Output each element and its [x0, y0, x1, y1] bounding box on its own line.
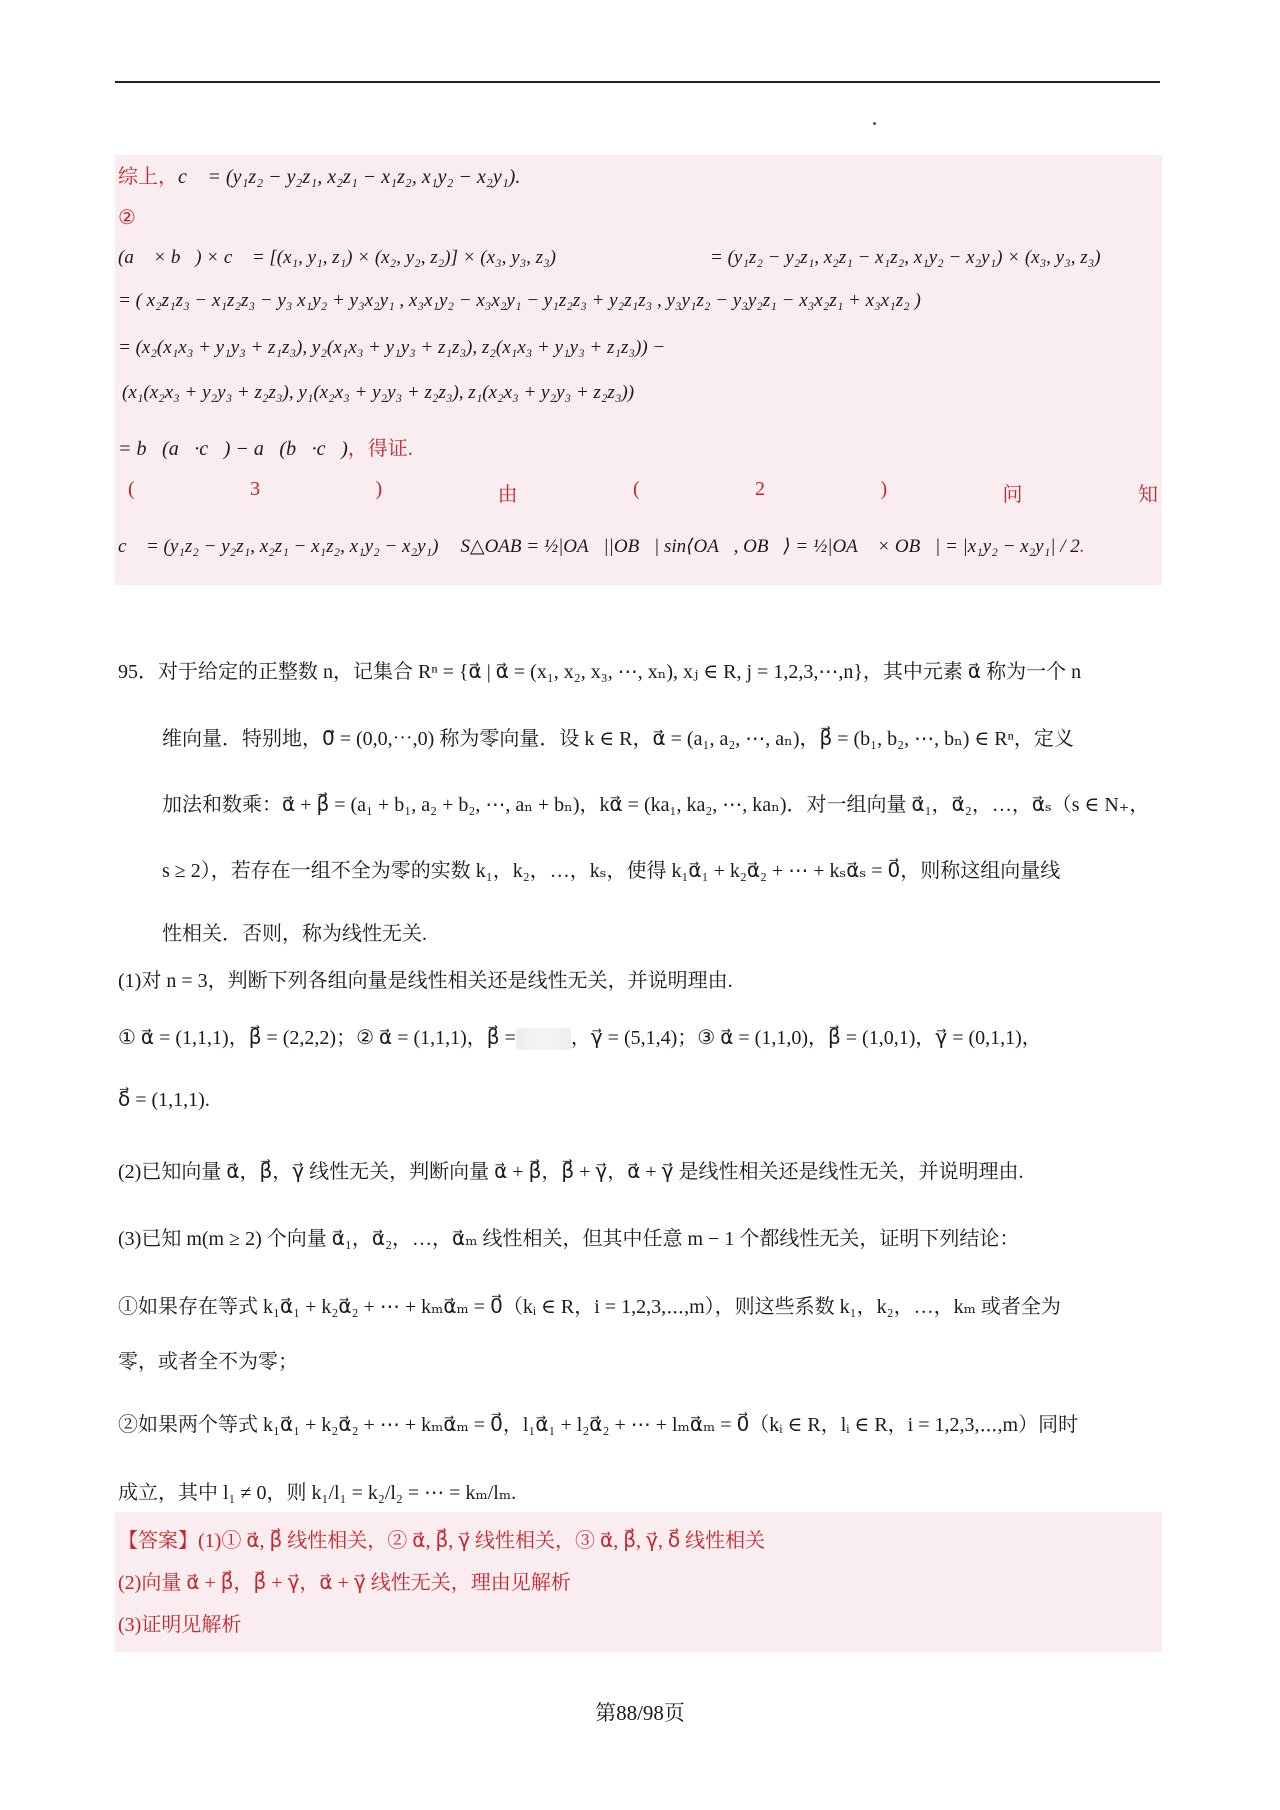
area-period: .	[1079, 536, 1085, 557]
question-1-delta: δ⃗ = (1,1,1).	[118, 1089, 210, 1111]
conclusion-label: 综上，	[118, 166, 178, 188]
part3-char: 2	[755, 478, 766, 500]
answer-3: (3)证明见解析	[118, 1614, 242, 1636]
stray-dot	[873, 122, 876, 125]
answer-1: (1)① α⃗, β⃗ 线性相关，② α⃗, β⃗, γ⃗ 线性相关，③ α⃗, β⃗, γ⃗, δ⃗ 线性相关	[198, 1530, 766, 1552]
conclusion-line	[118, 160, 520, 189]
part3-char: 3	[250, 478, 261, 500]
proved-formula: = b⃗(a⃗·c⃗) − a⃗(b⃗·c⃗)	[118, 438, 348, 460]
part3-char: 由	[497, 484, 518, 506]
problem-linear-dependence: s ≥ 2），若存在一组不全为零的实数 k₁，k₂，…，kₛ，使得 k₁α⃗₁ + k₂α⃗₂ + ⋯ + kₛα⃗ₛ = 0⃗，则称这组向量线	[162, 860, 1061, 882]
problem-definition: 维向量．特别地，0⃗ = (0,0,⋯,0) 称为零向量．设 k ∈ R，α⃗ = (a₁, a₂, ⋯, aₙ)，β⃗ = (b₁, b₂, ⋯, bₙ) ∈ Rⁿ，定义	[162, 728, 1074, 750]
cross-product-formula: c⃗ = (y₁z₂ − y₂z₁, x₂z₁ − x₁z₂, x₁y₂ − x₂y₁)	[118, 536, 439, 557]
question-3-part2: ②如果两个等式 k₁α⃗₁ + k₂α⃗₂ + ⋯ + kₘα⃗ₘ = 0⃗，l₁α⃗₁ + l₂α⃗₂ + ⋯ + lₘα⃗ₘ = 0⃗（kᵢ ∈ R，lᵢ ∈ R，i = 1,2,3,⋯,m）同时	[118, 1414, 1079, 1436]
question-3-part1-cont: 零，或者全不为零；	[118, 1351, 298, 1373]
question-2: (2)已知向量 α⃗，β⃗，γ⃗ 线性无关，判断向量 α⃗ + β⃗，β⃗ + γ⃗，α⃗ + γ⃗ 是线性相关还是线性无关，并说明理由.	[118, 1161, 1024, 1183]
solution-block	[115, 155, 1162, 585]
area-line	[118, 535, 1084, 558]
answer-line-1	[118, 1524, 765, 1553]
factor-line-2: (x₁(x₂x₃ + y₂y₃ + z₂z₃), y₁(x₂x₃ + y₂y₃ + z₂z₃), z₁(x₂x₃ + y₂y₃ + z₂z₃))	[122, 382, 635, 403]
page-number: 第88/98页	[595, 1701, 685, 1725]
question-3-part1: ①如果存在等式 k₁α⃗₁ + k₂α⃗₂ + ⋯ + kₘα⃗ₘ = 0⃗（kᵢ ∈ R，i = 1,2,3,⋯,m），则这些系数 k₁，k₂，…，kₘ 或者全为	[118, 1296, 1061, 1318]
answer-2: (2)向量 α⃗ + β⃗，β⃗ + γ⃗，α⃗ + γ⃗ 线性无关，理由见解析	[118, 1572, 571, 1594]
triple-product-lhs: (a⃗ × b⃗) × c⃗ = [(x₁, y₁, z₁) × (x₂, y₂, z₂)] × (x₃, y₃, z₃)	[118, 247, 557, 268]
part3-char: )	[880, 478, 888, 500]
problem-intro: 95．对于给定的正整数 n，记集合 Rⁿ = {α⃗ | α⃗ = (x₁, x₂, x₃, ⋯, xₙ), xⱼ ∈ R, j = 1,2,3,⋯,n}，其中元素 α⃗ 称为一个 n	[118, 661, 1082, 683]
answer-label: 【答案】	[118, 1530, 198, 1552]
proved-label: ，得证.	[347, 438, 413, 460]
conclusion-formula: c⃗ = (y₁z₂ − y₂z₁, x₂z₁ − x₁z₂, x₁y₂ − x₂y₁).	[178, 166, 521, 188]
problem-independence: 性相关．否则，称为线性无关.	[162, 923, 427, 945]
vector-group-text-b: ，γ⃗ = (5,1,4)；③ α⃗ = (1,1,0)，β⃗ = (1,0,1)，γ⃗ = (0,1,1)，	[570, 1027, 1042, 1049]
question-3: (3)已知 m(m ≥ 2) 个向量 α⃗₁，α⃗₂，…，α⃗ₘ 线性相关，但其中任意 m − 1 个都线性无关，证明下列结论：	[118, 1228, 1020, 1250]
part3-char: 知	[1137, 484, 1158, 506]
question-1-vectors	[118, 1021, 1042, 1050]
question-1: (1)对 n = 3，判断下列各组向量是线性相关还是线性无关，并说明理由.	[118, 970, 733, 992]
vector-group-text-a: ① α⃗ = (1,1,1)，β⃗ = (2,2,2)；② α⃗ = (1,1,1)，β⃗ =	[118, 1027, 516, 1049]
part3-char: (	[128, 478, 135, 500]
header-rule	[115, 81, 1160, 83]
part3-char: 问	[1002, 484, 1023, 506]
question-3-part2-cont: 成立，其中 l₁ ≠ 0，则 k₁/l₁ = k₂/l₂ = ⋯ = kₘ/lₘ.	[118, 1482, 517, 1504]
part2-marker: ②	[118, 207, 136, 229]
triple-product-rhs: = (y₁z₂ − y₂z₁, x₂z₁ − x₁z₂, x₁y₂ − x₂y₁) × (x₃, y₃, z₃)	[710, 247, 1101, 268]
part3-char: (	[632, 478, 640, 500]
expansion-line: = ( x₂z₁z₃ − x₁z₂z₃ − y₃ x₁y₂ + y₃x₂y₁ , x₃x₁y₂ − x₃x₂y₁ − y₁z₂z₃ + y₂z₁z₃ , y₃y₁z₂ − y₃y₂z₁ − x₃x₂z₁ + x₃x₁z₂ )	[118, 290, 921, 311]
part3-heading	[128, 478, 1158, 507]
factor-line-1: = (x₂(x₁x₃ + y₁y₃ + z₁z₃), y₂(x₁x₃ + y₁y₃ + z₁z₃), z₂(x₁x₃ + y₁y₃ + z₁z₃)) −	[118, 337, 666, 358]
problem-operations: 加法和数乘：α⃗ + β⃗ = (a₁ + b₁, a₂ + b₂, ⋯, aₙ + bₙ)，kα⃗ = (ka₁, ka₂, ⋯, kaₙ)．对一组向量 α⃗₁，α⃗₂，…，α⃗ₛ（s ∈ N₊，	[162, 794, 1150, 816]
triangle-area-formula: S△OAB = ½|OA⃗||OB⃗| sin⟨OA⃗, OB⃗⟩ = ½|OA⃗ × OB⃗| = |x₁y₂ − x₂y₁| / 2	[460, 536, 1080, 557]
blurred-vector	[516, 1028, 571, 1050]
part3-char: )	[375, 478, 383, 500]
proved-line	[118, 432, 413, 461]
